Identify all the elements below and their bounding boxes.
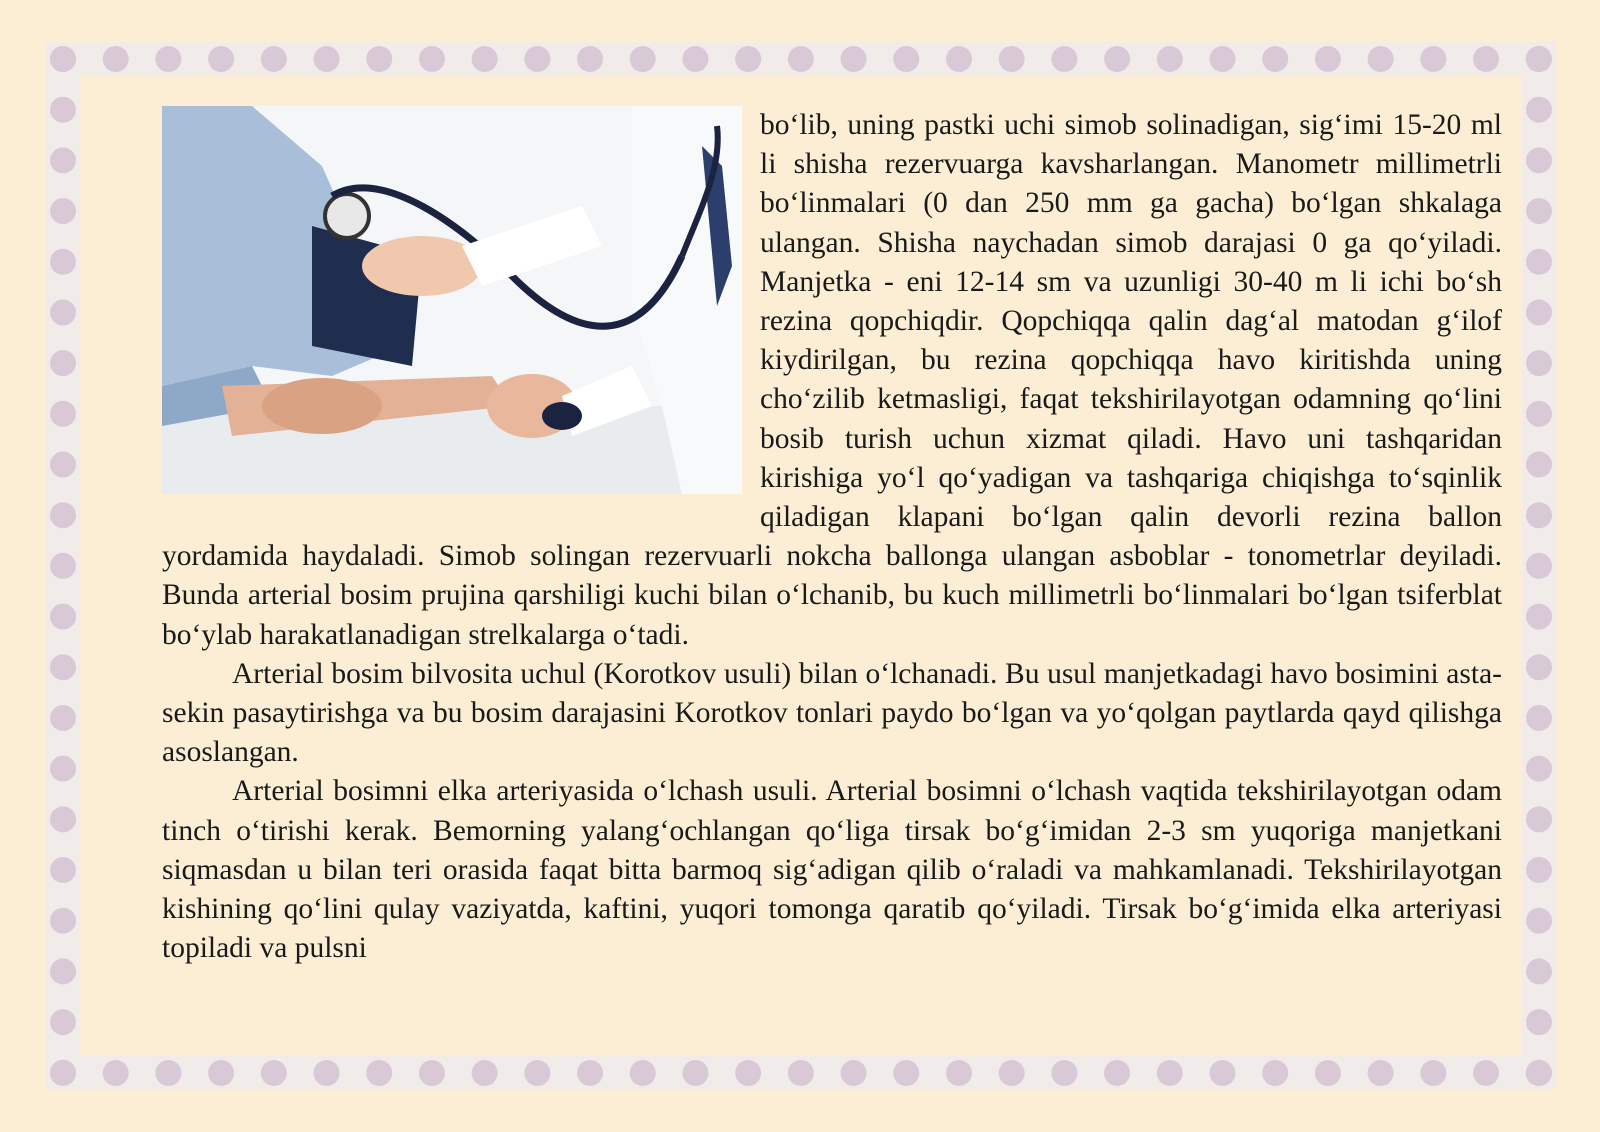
document-body bbox=[162, 106, 1502, 968]
paragraph-3: Arterial bosimni elka arteriyasida o‘lchash usuli. Arterial bosimni o‘lchash vaqtida tekshirilayotgan odam tinch o‘tirishi kerak. Bemorning yalang‘ochlangan qo‘liga tirsak bo‘g‘imidan 2-3 sm yuqoriga manjetkani siqmasdan u bilan teri orasida faqat bitta barmoq sig‘adigan qilib o‘raladi va mahkamlanadi. Tekshirilayotgan kishining qo‘lini qulay vaziyatda, kaftini, yuqori tomonga qaratib qo‘yiladi. Tirsak bo‘g‘imida elka arteriyasi topiladi va pulsni bbox=[162, 775, 1502, 965]
paragraph-2: Arterial bosim bilvosita uchul (Korotkov usuli) bilan o‘lchanadi. Bu usul manjetkadagi havo bosimini asta-sekin pasaytirishga va bu bosim darajasini Korotkov tonlari paydo bo‘lgan va yo‘qolgan paytlarda qayd qilishga asoslangan. bbox=[162, 657, 1502, 769]
paragraph-1: bo‘lib, uning pastki uchi simob solinadigan, sig‘imi 15-20 ml li shisha rezervuarga kavsharlangan. Manometr millimetrli bo‘linmalari (0 dan 250 mm ga gacha) bo‘lgan shkalaga ulangan. Shisha naychadan simob darajasi 0 ga qo‘yiladi. Manjetka - eni 12-14 sm va uzunligi 30-40 m li ichi bo‘sh rezina qopchiqdir. Qopchiqqa qalin dag‘al matodan g‘ilof kiydirilgan, bu rezina qopchiqqa havo kiritishda uning cho‘zilib ketmasligi, faqat tekshirilayotgan odamning qo‘lini bosib turish uchun xizmat qiladi. Havo uni tashqaridan kirishiga yo‘l qo‘yadigan va tashqariga chiqishga to‘sqinlik qiladigan klapani bo‘lgan qalin devorli rezina ballon yordamida haydaladi. Simob solingan rezervuarli nokcha ballonga ulangan asboblar - tonometrlar deyiladi. Bunda arterial bosim prujina qarshiligi kuchi bilan o‘lchanib, bu kuch millimetrli bo‘linmalari bo‘lgan tsiferblat bo‘ylab harakatlanadigan strelkalarga o‘tadi. bbox=[162, 109, 1502, 651]
blood-pressure-measurement-photo bbox=[162, 106, 742, 494]
